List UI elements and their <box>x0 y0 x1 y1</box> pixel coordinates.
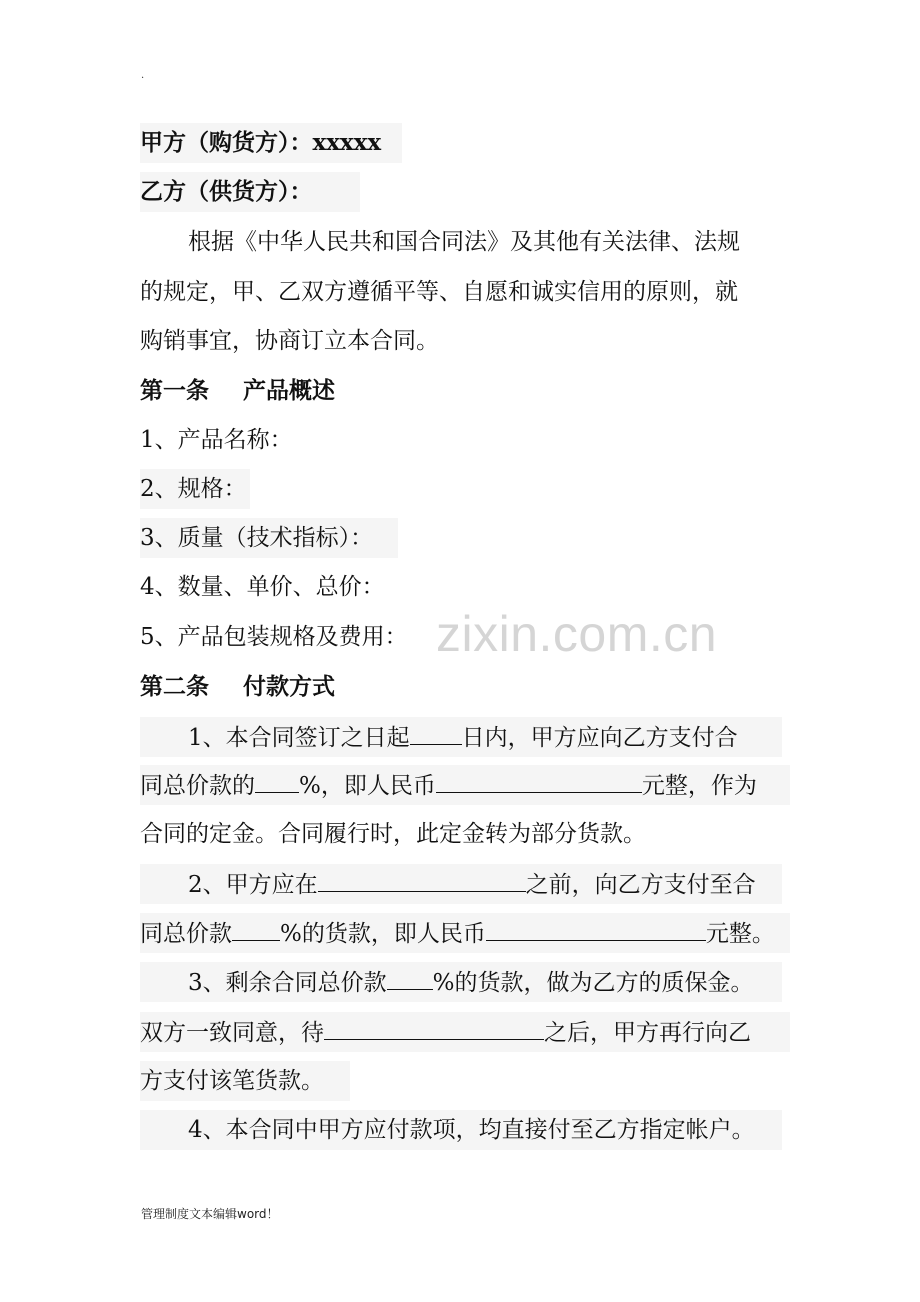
deposit-percent-blank <box>255 765 299 793</box>
article-1-item-4: 4、数量、单价、总价： <box>140 574 385 600</box>
payment-clause-2-line-2 <box>140 913 790 953</box>
payment-percent-blank <box>232 913 280 941</box>
payment-clause-3-line-2 <box>140 1012 790 1052</box>
payment-clause-1-line-3: 合同的定金。合同履行时，此定金转为部分货款。 <box>140 821 646 847</box>
payment-clause-1-text-b: 日内，甲方应向乙方支付合 <box>461 725 738 751</box>
payment-date-blank <box>318 864 526 892</box>
article-1-item-3: 3、质量（技术指标）： <box>140 518 398 558</box>
payment-clause-2-text-c: 同总价款 <box>140 921 232 947</box>
payment-clause-4-line-1: 4、本合同中甲方应付款项，均直接付至乙方指定帐户。 <box>140 1110 782 1150</box>
article-1-number: 第一条 <box>140 377 209 404</box>
party-a-line: 甲方（购货方）：xxxxx <box>140 123 402 163</box>
article-1-item-1: 1、产品名称： <box>140 427 293 453</box>
payment-clause-2-text-d: %的货款，即人民币 <box>280 921 486 947</box>
payment-clause-3-line-3: 方支付该笔货款。 <box>140 1061 350 1101</box>
article-1-heading <box>140 371 790 411</box>
payment-clause-3-text-b: %的货款，做为乙方的质保金。 <box>432 970 754 996</box>
warranty-condition-blank <box>324 1012 544 1040</box>
payment-clause-1-text-d: %，即人民币 <box>299 773 436 799</box>
article-1-item-5: 5、产品包装规格及费用： <box>140 624 408 650</box>
preamble-line-3: 购销事宜，协商订立本合同。 <box>140 328 439 354</box>
payment-clause-1-line-1 <box>140 717 782 757</box>
preamble-line-1: 根据《中华人民共和国合同法》及其他有关法律、法规 <box>188 229 740 255</box>
payment-clause-2-text-e: 元整。 <box>705 921 775 947</box>
article-2-heading <box>140 667 790 707</box>
footer-note: 管理制度文本编辑word！ <box>141 1207 279 1221</box>
preamble-line-2: 的规定，甲、乙双方遵循平等、自愿和诚实信用的原则，就 <box>140 279 738 305</box>
party-b-line: 乙方（供货方）： <box>140 172 360 212</box>
article-1-item-2: 2、规格： <box>140 469 250 509</box>
payment-clause-2-line-1 <box>140 864 782 904</box>
payment-clause-1-text-a: 1、本合同签订之日起 <box>188 725 410 751</box>
article-2-title: 付款方式 <box>243 673 335 700</box>
payment-clause-3-text-a: 3、剩余合同总价款 <box>188 970 387 996</box>
article-2-number: 第二条 <box>140 673 209 700</box>
deposit-amount-blank <box>436 765 642 793</box>
article-1-title: 产品概述 <box>243 377 335 404</box>
header-dot: . <box>141 70 145 81</box>
payment-clause-3-line-1 <box>140 962 782 1002</box>
watermark: zixin.com.cn <box>436 606 718 662</box>
payment-clause-1-text-c: 同总价款的 <box>140 773 255 799</box>
payment-clause-1-line-2 <box>140 765 790 805</box>
payment-amount-blank <box>486 913 706 941</box>
payment-clause-3-text-d: 之后，甲方再行向乙 <box>544 1020 751 1046</box>
warranty-percent-blank <box>387 962 433 990</box>
payment-clause-2-text-b: 之前，向乙方支付至合 <box>525 872 756 898</box>
payment-clause-2-text-a: 2、甲方应在 <box>188 872 318 898</box>
payment-clause-3-text-c: 双方一致同意，待 <box>140 1020 324 1046</box>
payment-clause-1-text-e: 元整，作为 <box>641 773 757 799</box>
days-blank <box>410 717 462 745</box>
